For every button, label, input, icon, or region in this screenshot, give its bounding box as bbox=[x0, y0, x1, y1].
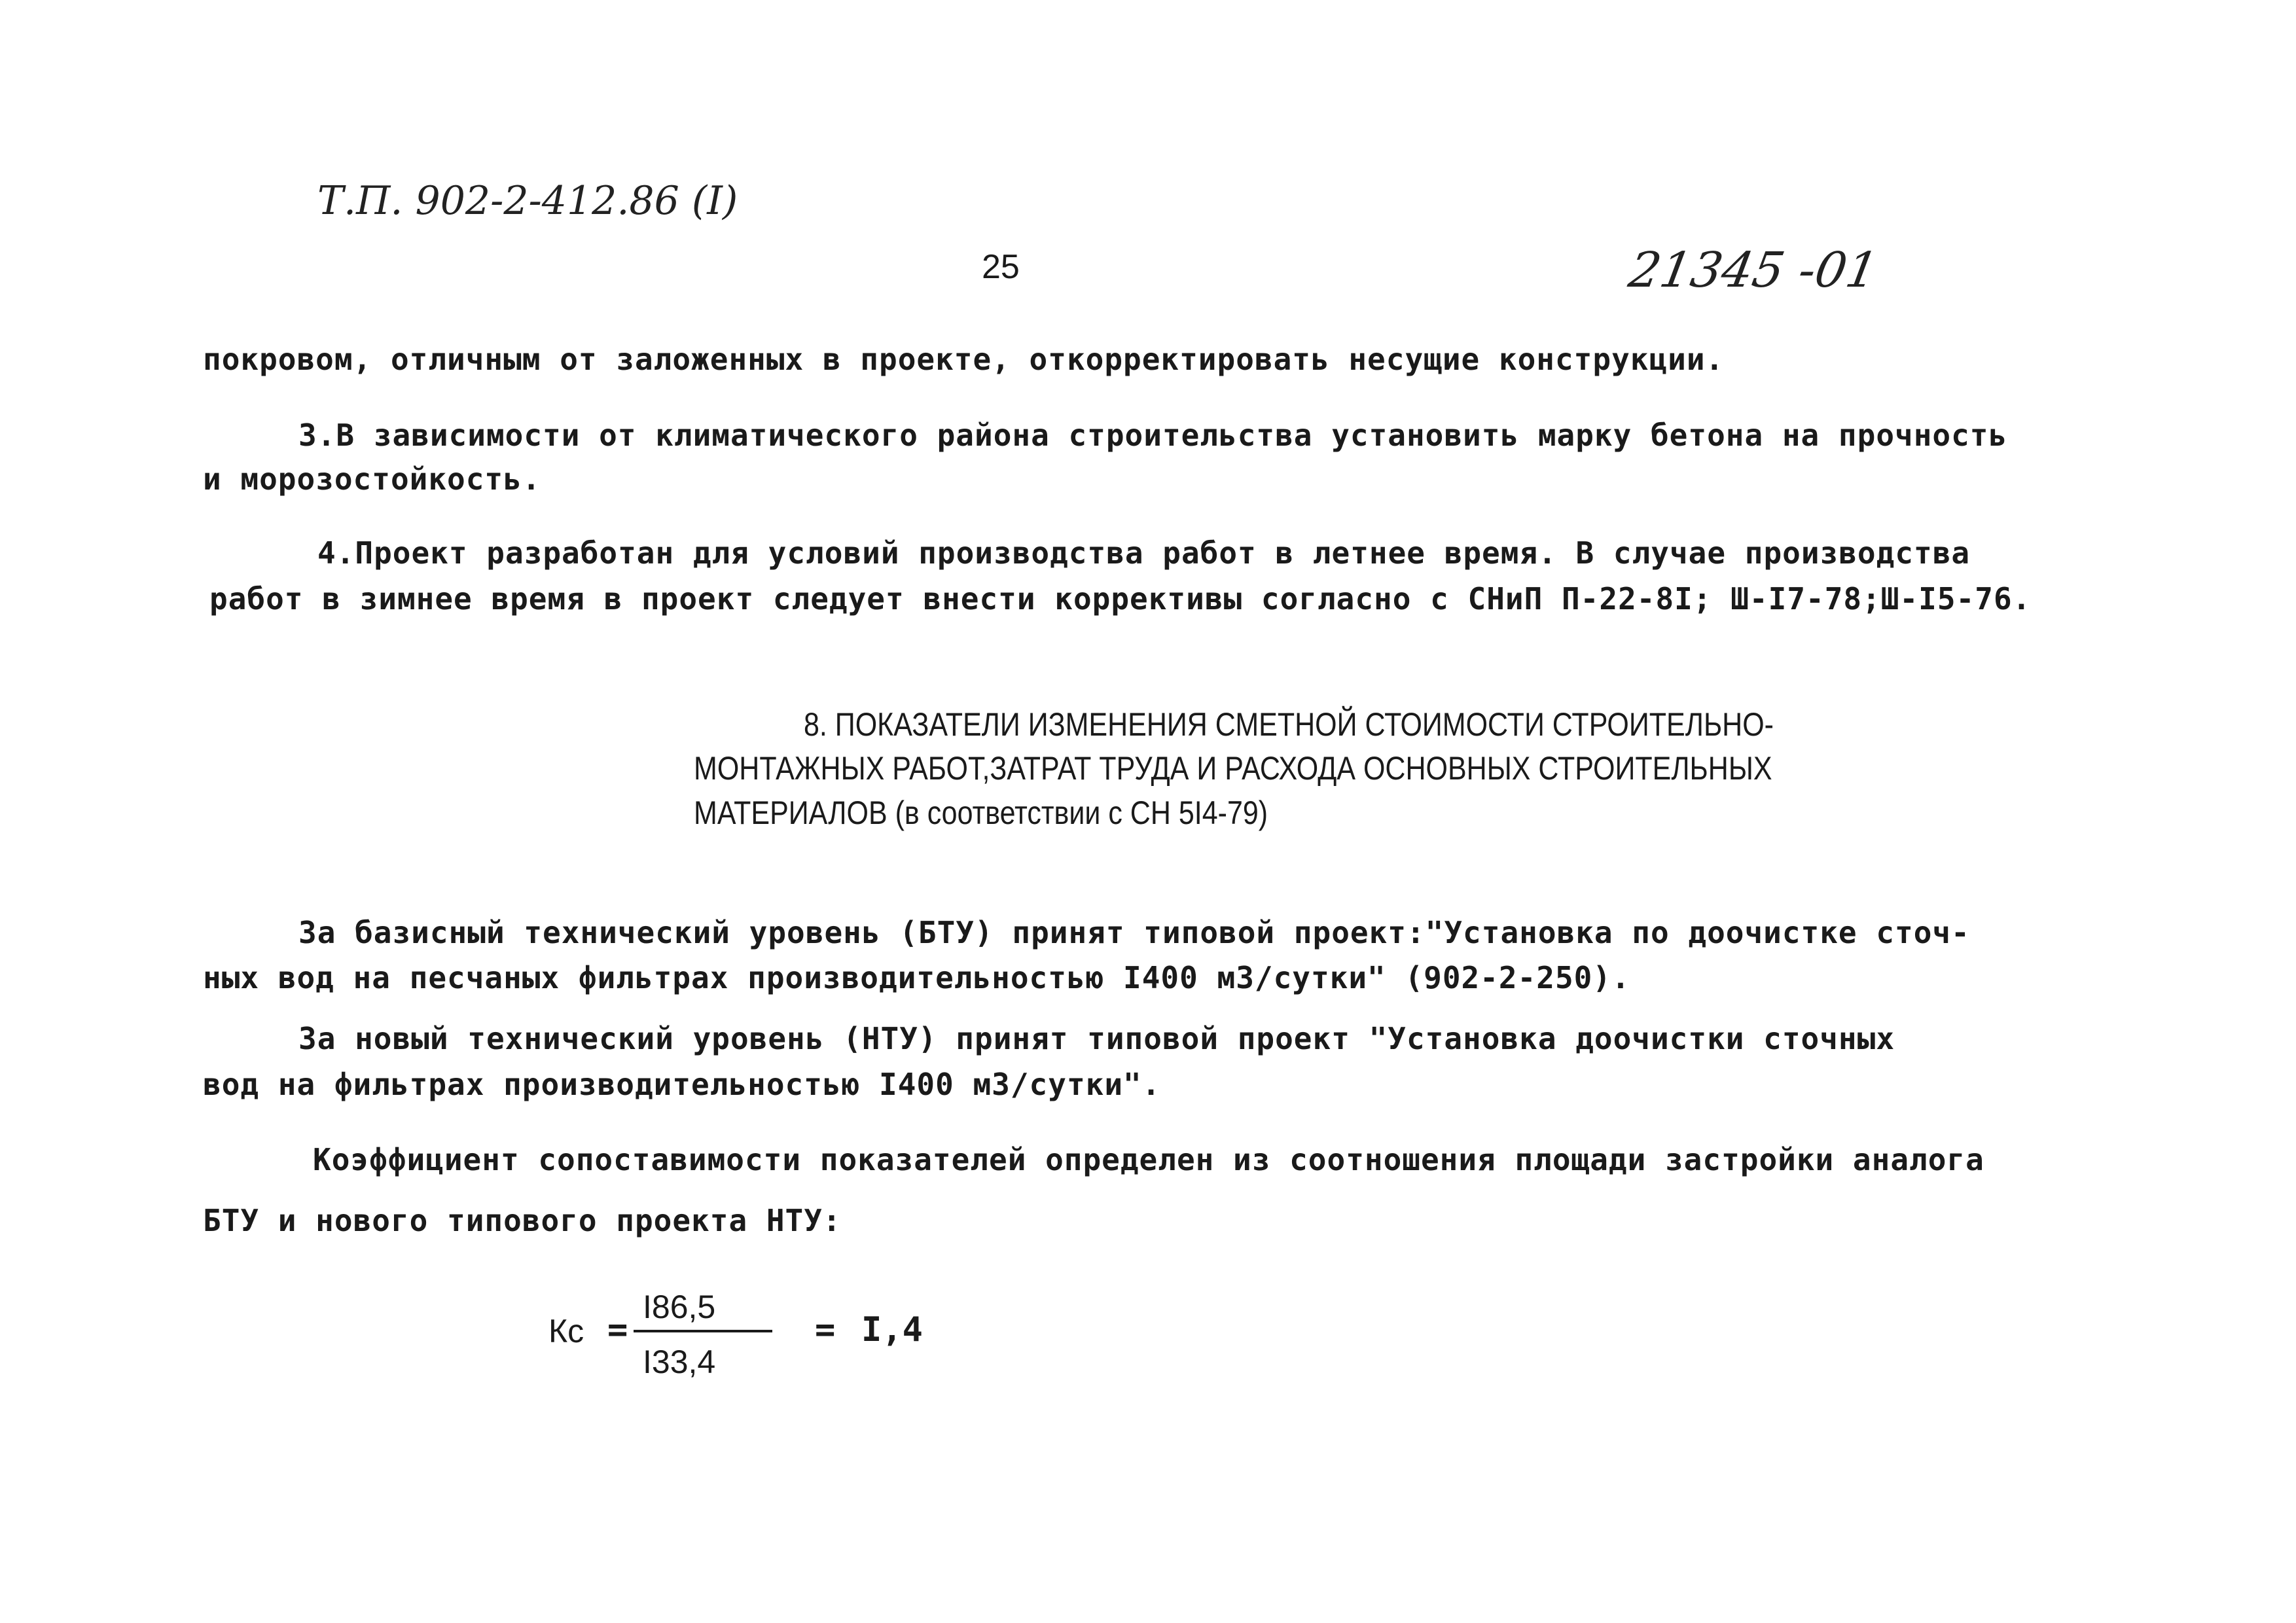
archive-number-handwritten: 21345 -01 bbox=[1624, 242, 1882, 298]
fraction-bar bbox=[634, 1330, 772, 1332]
formula-lhs: Кс bbox=[548, 1313, 584, 1349]
item-3-line-1: 3.В зависимости от климатического района строительства установить марку бетона на прочность bbox=[298, 418, 2008, 453]
item-4-line-1: 4.Проект разработан для условий производства работ в летнее время. В случае производства bbox=[317, 535, 1971, 571]
section-8-heading-line-2: МОНТАЖНЫХ РАБОТ,ЗАТРАТ ТРУДА И РАСХОДА ОСНОВНЫХ СТРОИТЕЛЬНЫХ bbox=[694, 750, 1772, 787]
btu-paragraph-line-2: ных вод на песчаных фильтрах производительностью I400 м3/сутки" (902-2-250). bbox=[203, 960, 1630, 995]
ntu-paragraph-line-1: За новый технический уровень (НТУ) принят типовой проект "Установка доочистки сточных bbox=[298, 1021, 1895, 1056]
section-8-heading-line-3: МАТЕРИАЛОВ (в соответствии с СН 5I4-79) bbox=[694, 794, 1268, 831]
coefficient-paragraph-line-1: Коэффициент сопоставимости показателей определен из соотношения площади застройки аналога bbox=[313, 1142, 1984, 1177]
document-code-handwritten: Т.П. 902-2-412.86 (I) bbox=[317, 178, 738, 224]
coefficient-paragraph-line-2: БТУ и нового типового проекта НТУ: bbox=[203, 1203, 842, 1238]
formula-denominator: I33,4 bbox=[643, 1344, 716, 1380]
formula-equals-1: = bbox=[607, 1310, 628, 1349]
ntu-paragraph-line-2: вод на фильтрах производительностью I400 м3/сутки". bbox=[203, 1067, 1161, 1102]
formula-equals-2: = bbox=[815, 1310, 836, 1349]
btu-paragraph-line-1: За базисный технический уровень (БТУ) принят типовой проект:"Установка по доочистке сточ- bbox=[298, 915, 1970, 950]
item-4-line-2: работ в зимнее время в проект следует внести коррективы согласно с СНиП П-22-8I; Ш-I7-78;Ш-I5-76. bbox=[209, 581, 2032, 616]
formula-result: I,4 bbox=[861, 1310, 923, 1349]
formula-numerator: I86,5 bbox=[643, 1289, 716, 1325]
page-number: 25 bbox=[982, 248, 1020, 286]
paragraph-continuation-line: покровом, отличным от заложенных в проекте, откорректировать несущие конструкции. bbox=[203, 342, 1725, 377]
section-8-heading-line-1: 8. ПОКАЗАТЕЛИ ИЗМЕНЕНИЯ СМЕТНОЙ СТОИМОСТИ СТРОИТЕЛЬНО- bbox=[804, 706, 1774, 743]
item-3-line-2: и морозостойкость. bbox=[203, 461, 541, 497]
